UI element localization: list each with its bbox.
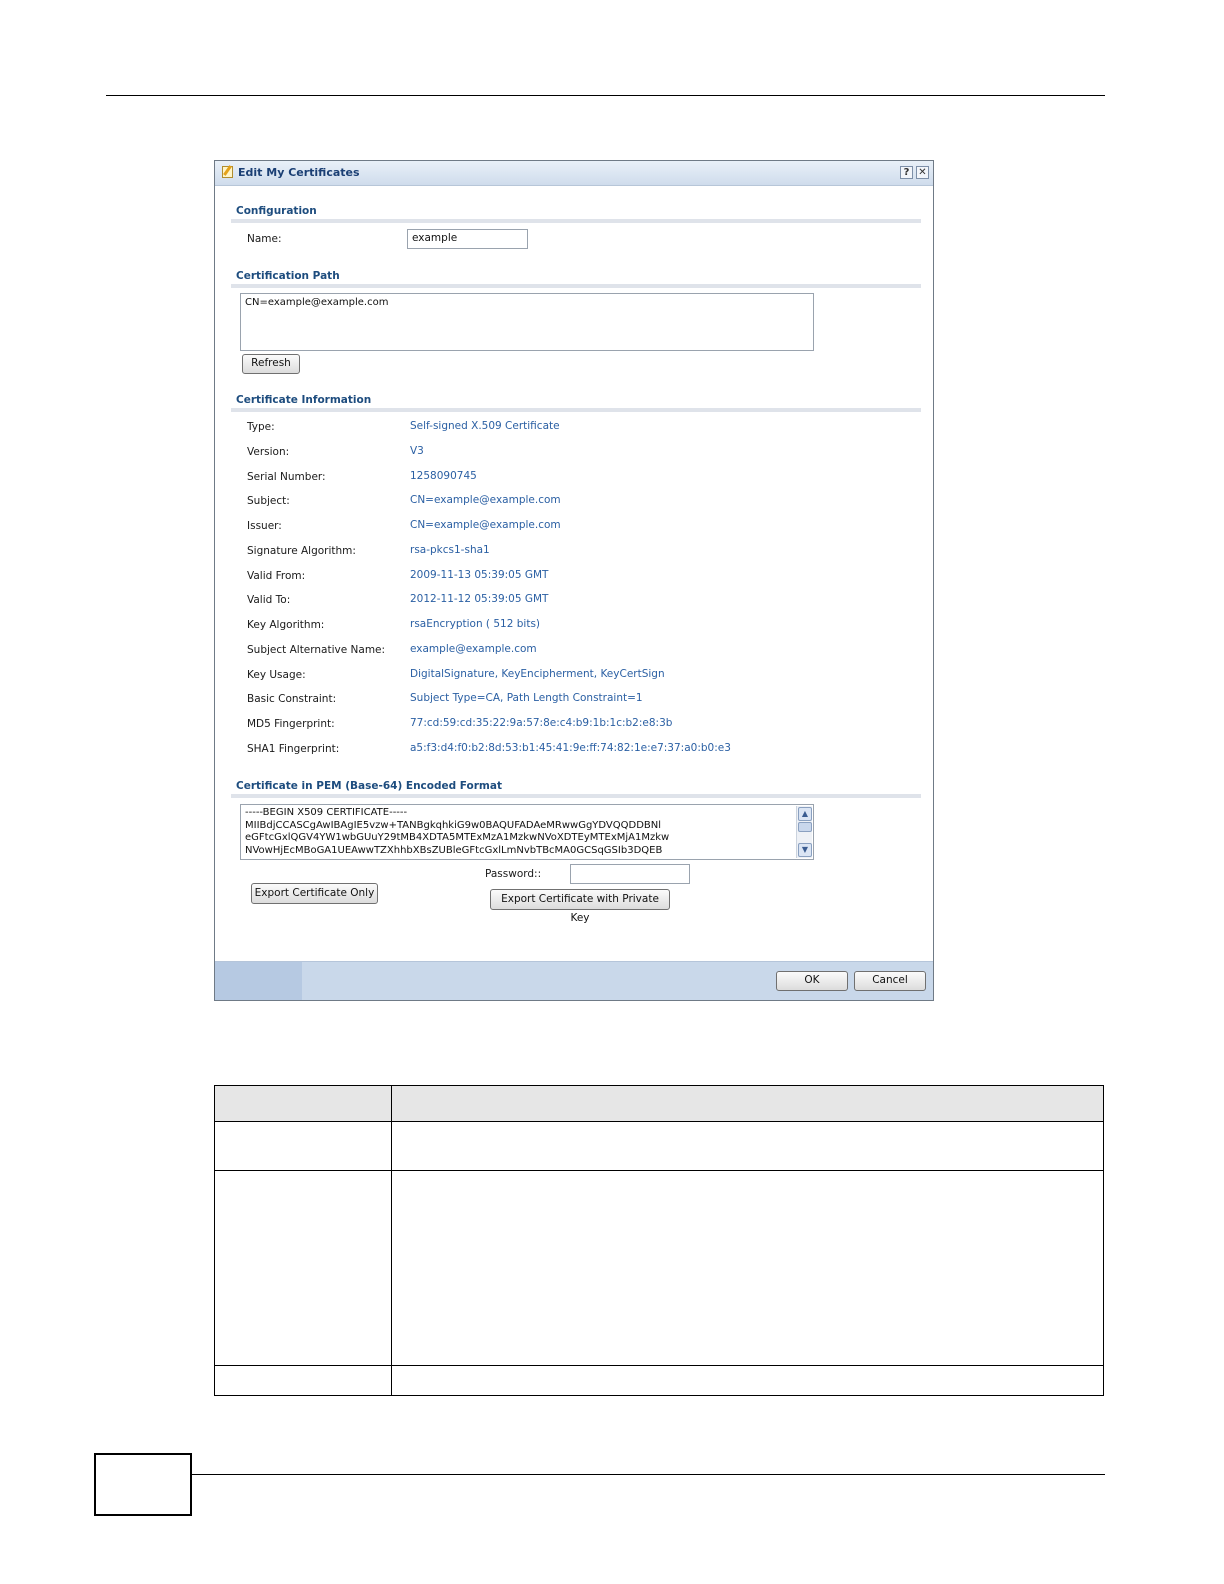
section-divider [231,794,921,798]
help-button[interactable]: ? [900,166,913,179]
dialog-titlebar [215,161,933,186]
info-value: rsa-pkcs1-sha1 [410,544,490,556]
footer-accent [215,962,302,1000]
info-label: Version: [247,446,290,458]
info-value: V3 [410,445,424,457]
info-value: example@example.com [410,643,537,655]
info-value: a5:f3:d4:f0:b2:8d:53:b1:45:41:9e:ff:74:82:1e:e7:37:a0:b0:e3 [410,742,731,754]
pem-line: NVowHjEcMBoGA1UEAwwTZXhhbXBsZUBleGFtcGxlLmNvbTBcMA0GCSqGSIb3DQEB [245,844,663,856]
certification-path-box[interactable] [240,293,814,351]
info-value: rsaEncryption ( 512 bits) [410,618,541,630]
info-label: Valid From: [247,570,306,582]
info-label: Subject Alternative Name: [247,644,386,656]
footer-rule [192,1474,1105,1475]
info-value: 2009-11-13 05:39:05 GMT [410,569,549,581]
pem-line: -----BEGIN X509 CERTIFICATE----- [245,807,408,818]
description-table [214,1085,1104,1396]
edit-certificates-dialog [214,160,934,1001]
table-cell [392,1122,1104,1171]
pem-scrollbar[interactable] [796,806,812,858]
info-label: Issuer: [247,520,282,532]
scroll-up-icon[interactable]: ▲ [798,807,812,821]
table-cell [215,1366,392,1396]
dialog-title: Edit My Certificates [238,166,360,179]
edit-icon [222,166,233,178]
table-cell [392,1366,1104,1396]
password-input[interactable] [570,864,690,884]
table-row [215,1122,1104,1171]
section-divider [231,219,921,223]
table-cell [215,1171,392,1366]
info-value: 2012-11-12 05:39:05 GMT [410,593,549,605]
info-label: SHA1 Fingerprint: [247,743,340,755]
info-label: Subject: [247,495,290,507]
info-value: Self-signed X.509 Certificate [410,420,560,432]
info-label: Serial Number: [247,471,326,483]
close-button[interactable]: ✕ [916,166,929,179]
dialog-footer [215,961,933,1000]
refresh-button[interactable]: Refresh [242,354,300,374]
export-certificate-with-private-key-button[interactable]: Export Certificate with Private Key [490,889,670,910]
ok-button[interactable]: OK [776,971,848,991]
info-label: Signature Algorithm: [247,545,356,557]
info-value: 77:cd:59:cd:35:22:9a:57:8e:c4:b9:1b:1c:b2:e8:3b [410,717,673,729]
info-value: CN=example@example.com [410,494,561,506]
info-value: CN=example@example.com [410,519,561,531]
table-header-cell [215,1086,392,1122]
name-label: Name: [247,233,282,245]
header-rule [106,95,1105,96]
info-label: MD5 Fingerprint: [247,718,335,730]
section-title-configuration: Configuration [236,205,317,217]
section-divider [231,284,921,288]
info-value: Subject Type=CA, Path Length Constraint=1 [410,692,643,704]
info-label: Basic Constraint: [247,693,337,705]
table-header-row [215,1086,1104,1122]
info-label: Key Usage: [247,669,306,681]
section-title-pem: Certificate in PEM (Base-64) Encoded Format [236,780,502,792]
pem-line: eGFtcGxlQGV4YW1wbGUuY29tMB4XDTA5MTExMzA1MzkwNVoXDTEyMTExMjA1Mzkw [245,832,670,843]
table-cell [392,1171,1104,1366]
scroll-thumb[interactable] [798,822,812,832]
certification-path-value: CN=example@example.com [245,297,389,308]
section-title-certificate-information: Certificate Information [236,394,372,406]
pem-textarea[interactable] [240,804,814,860]
cancel-button[interactable]: Cancel [854,971,926,991]
page-number-box [94,1453,192,1516]
info-label: Type: [247,421,275,433]
table-header-cell [392,1086,1104,1122]
table-row [215,1171,1104,1366]
scroll-down-icon[interactable]: ▼ [798,843,812,857]
export-certificate-only-button[interactable]: Export Certificate Only [251,883,378,904]
table-cell [215,1122,392,1171]
section-divider [231,408,921,412]
table-row [215,1366,1104,1396]
info-label: Key Algorithm: [247,619,325,631]
password-label: Password:: [485,868,542,880]
section-title-certification-path: Certification Path [236,270,340,282]
info-value: 1258090745 [410,470,477,482]
name-input[interactable]: example [407,229,528,249]
pem-line: MIIBdjCCASCgAwIBAgIE5vzw+TANBgkqhkiG9w0BAQUFADAeMRwwGgYDVQQDDBNl [245,819,662,831]
info-label: Valid To: [247,594,291,606]
info-value: DigitalSignature, KeyEncipherment, KeyCertSign [410,668,665,680]
